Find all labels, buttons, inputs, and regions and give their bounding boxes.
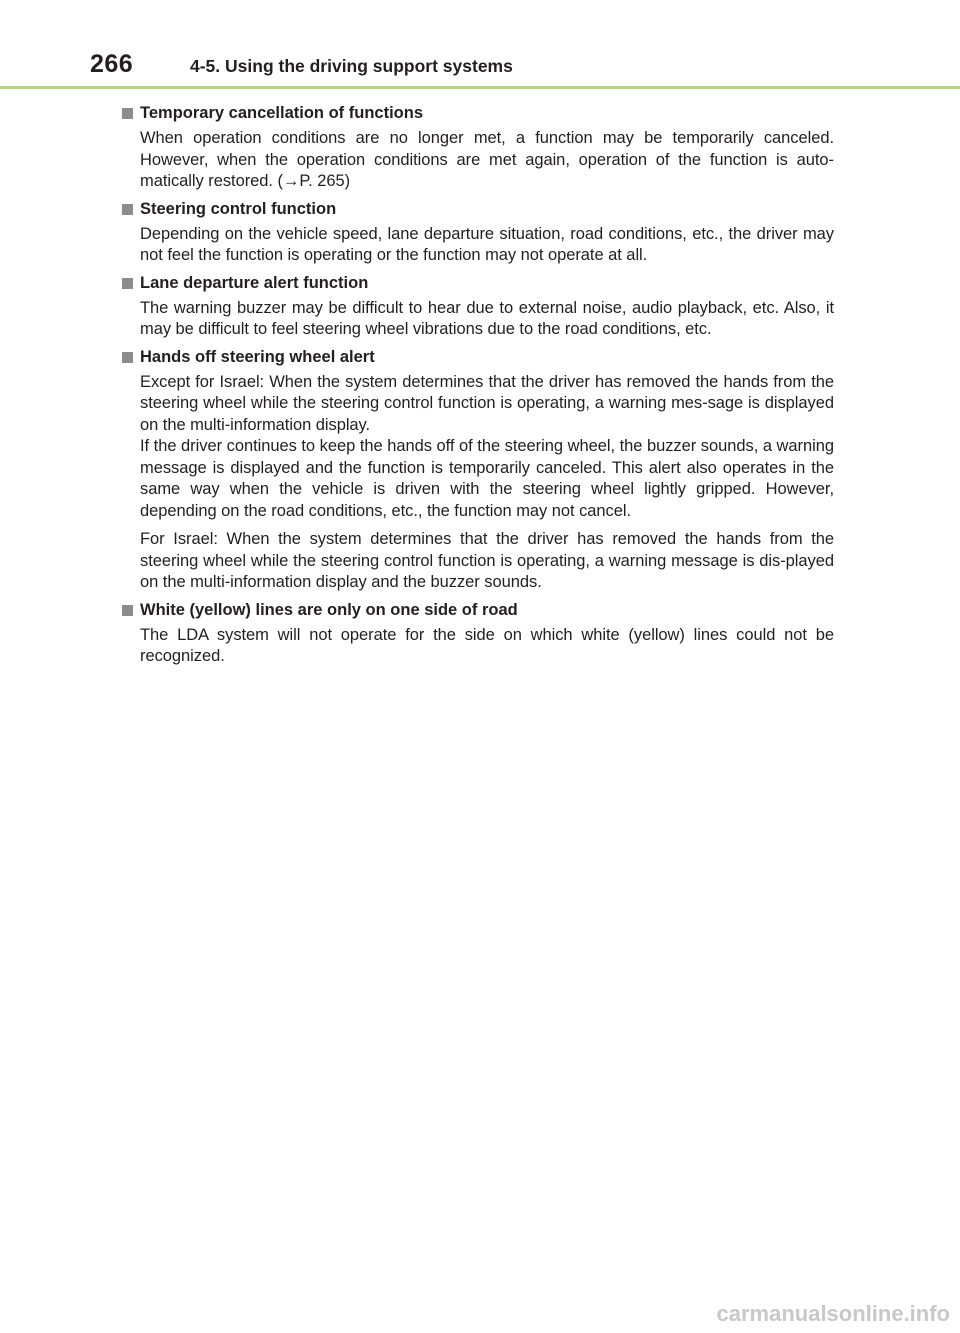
topic-heading-text: Lane departure alert function <box>140 273 369 292</box>
header-divider <box>0 86 960 89</box>
square-bullet-icon <box>122 278 133 289</box>
paragraph: The warning buzzer may be difficult to hear due to external noise, audio playback, etc. Also, it may be difficult to feel steering wheel vibrations due to the road conditions, etc. <box>140 298 834 338</box>
paragraph: If the driver continues to keep the hands off of the steering wheel, the buzzer sounds, a warning message is displayed and the function is temporarily canceled. This alert also operates in the same way when the vehicle is driven with the steering wheel lightly gripped. However, depending on the road conditions, etc., the function may not cancel. <box>140 437 834 520</box>
paragraph: Depending on the vehicle speed, lane departure situation, road conditions, etc., the driver may not feel the function is operating or the function may not operate at all. <box>140 224 834 264</box>
section-title: 4-5. Using the driving support systems <box>190 56 513 76</box>
topic-heading <box>122 102 834 124</box>
paragraph: The LDA system will not operate for the side on which white (yellow) lines could not be recognized. <box>140 625 834 665</box>
square-bullet-icon <box>122 605 133 616</box>
topic-lane-departure-alert <box>122 272 834 341</box>
page-number: 266 <box>90 50 134 78</box>
square-bullet-icon <box>122 204 133 215</box>
paragraph: Except for Israel: When the system determines that the driver has removed the hands from the steering wheel while the steering control function is operating, a warning mes-sage is displayed on the multi-information display. <box>140 372 834 434</box>
paragraph: When operation conditions are no longer met, a function may be temporarily canceled. However, when the operation conditions are met again, operation of the function is auto-matically restored. (→P. 265) <box>140 129 834 190</box>
paragraph: For Israel: When the system determines that the driver has removed the hands from the steering wheel while the steering control function is operating, a warning message is dis-played on the multi-information display and the buzzer sounds. <box>140 530 834 591</box>
topic-heading-text: Steering control function <box>140 199 337 218</box>
page-content <box>122 100 834 668</box>
topic-temporary-cancellation <box>122 102 834 193</box>
topic-steering-control <box>122 198 834 267</box>
topic-heading <box>122 198 834 220</box>
topic-heading <box>122 346 834 368</box>
square-bullet-icon <box>122 352 133 363</box>
topic-heading <box>122 272 834 294</box>
square-bullet-icon <box>122 108 133 119</box>
topic-heading <box>122 599 834 621</box>
page-header <box>0 0 960 90</box>
topic-hands-off-alert <box>122 346 834 594</box>
topic-one-side-lines <box>122 599 834 668</box>
topic-heading-text: Hands off steering wheel alert <box>140 347 375 366</box>
watermark-text: carmanualsonline.info <box>716 1301 950 1326</box>
topic-heading-text: Temporary cancellation of functions <box>140 104 423 122</box>
topic-heading-text: White (yellow) lines are only on one side of road <box>140 600 518 619</box>
